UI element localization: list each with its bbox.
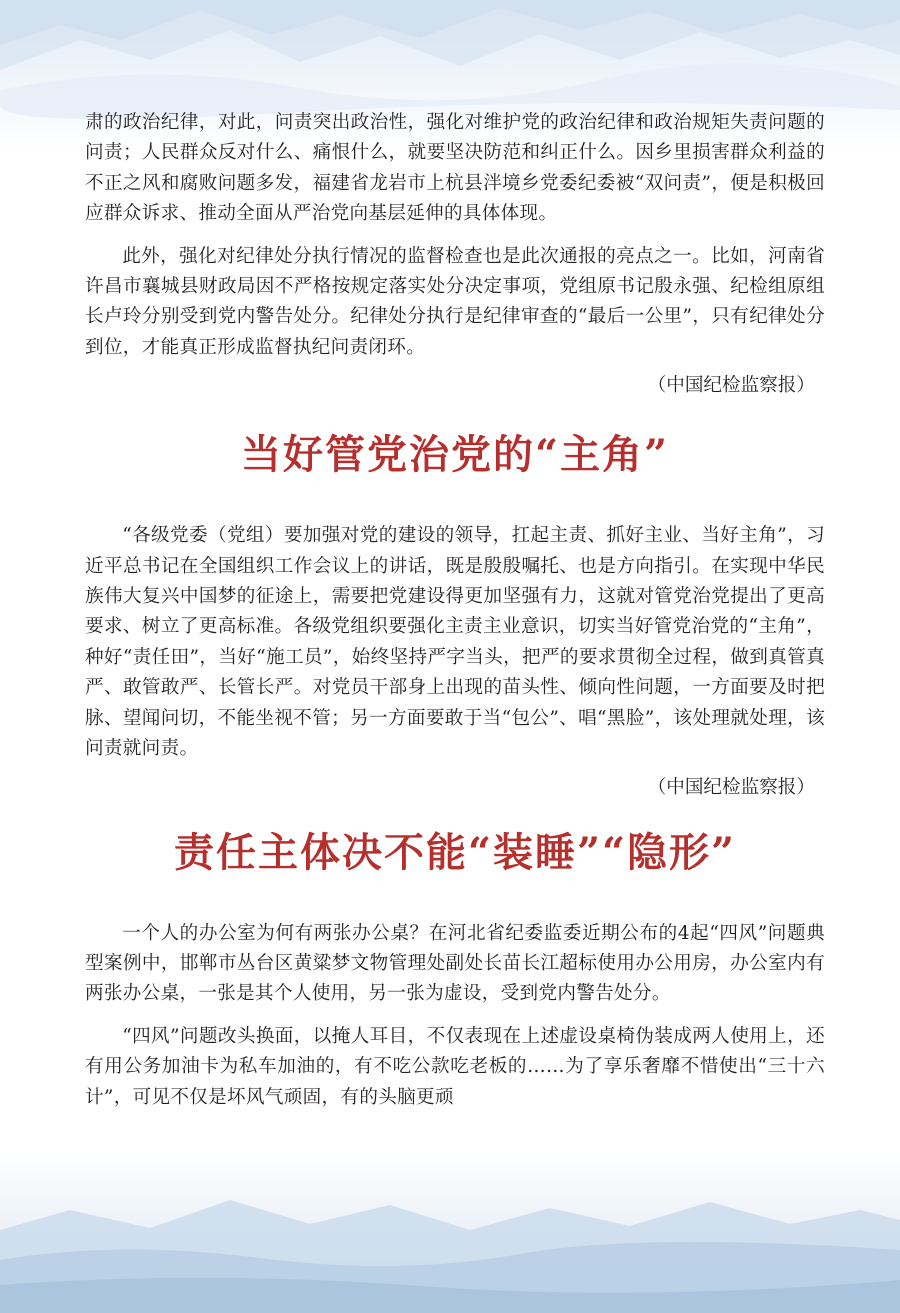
section1-paragraph-1: 肃的政治纪律，对此，问责突出政治性，强化对维护党的政治纪律和政治规矩失责问题的问责；人民群众反对什么、痛恨什么，就要坚决防范和纠正什么。因乡里损害群众利益的不正之风和腐败问题多发，福建省龙岩市上杭县泮境乡党委纪委被“双问责”，便是积极回应群众诉求、推动全面从严治党向基层延伸的具体体现。: [85, 112, 825, 225]
section3-paragraph-2: “四风”问题改头换面，以掩人耳目，不仅表现在上述虚设桌椅伪装成两人使用上，还有用公务加油卡为私车加油的，有不吃公款吃老板的……为了享乐奢靡不惜使出“三十六计”，可见不仅是坏风气顽固，有的头脑更顽: [85, 1025, 825, 1108]
section3-headline: 责任主体决不能“装睡”“隐形”: [173, 828, 737, 876]
section2-source: （中国纪检监察报）: [647, 776, 815, 798]
section2-headline: 当好管党治党的“主角”: [240, 431, 669, 479]
section2-paragraph-1: “各级党委（党组）要加强对党的建设的领导，扛起主责、抓好主业、当好主角”，习近平总书记在全国组织工作会议上的讲话，既是殷殷嘱托、也是方向指引。在实现中华民族伟大复兴中国梦的征途上，需要把党建设得更加坚强有力，这就对管党治党提出了更高要求、树立了更高标准。各级党组织要强化主责主业意识，切实当好管党治党的“主角”，种好“责任田”，当好“施工员”，始终坚持严字当头，把严的要求贯彻全过程，做到真管真严、敢管敢严、长管长严。对党员干部身上出现的苗头性、倾向性问题，一方面要及时把脉、望闻问切，不能坐视不管；另一方面要敢于当“包公”、唱“黑脸”，该处理就处理，该问责就问责。: [85, 525, 825, 760]
article-column: [85, 108, 825, 1113]
section1-source: （中国纪检监察报）: [647, 375, 815, 397]
mountain-footer-decoration: [0, 1150, 900, 1313]
section1-paragraph-2: 此外，强化对纪律处分执行情况的监督检查也是此次通报的亮点之一。比如，河南省许昌市襄城县财政局因不严格按规定落实处分决定事项，党组原书记殷永强、纪检组原组长卢玲分别受到党内警告处分。纪律处分执行是纪律审查的“最后一公里”，只有纪律处分到位，才能真正形成监督执纪问责闭环。: [85, 245, 825, 358]
section3-paragraph-1: 一个人的办公室为何有两张办公桌？在河北省纪委监委近期公布的4起“四风”问题典型案例中，邯郸市丛台区黄粱梦文物管理处副处长苗长江超标使用办公用房，办公室内有两张办公桌，一张是其个人使用，另一张为虚设，受到党内警告处分。: [85, 922, 825, 1005]
